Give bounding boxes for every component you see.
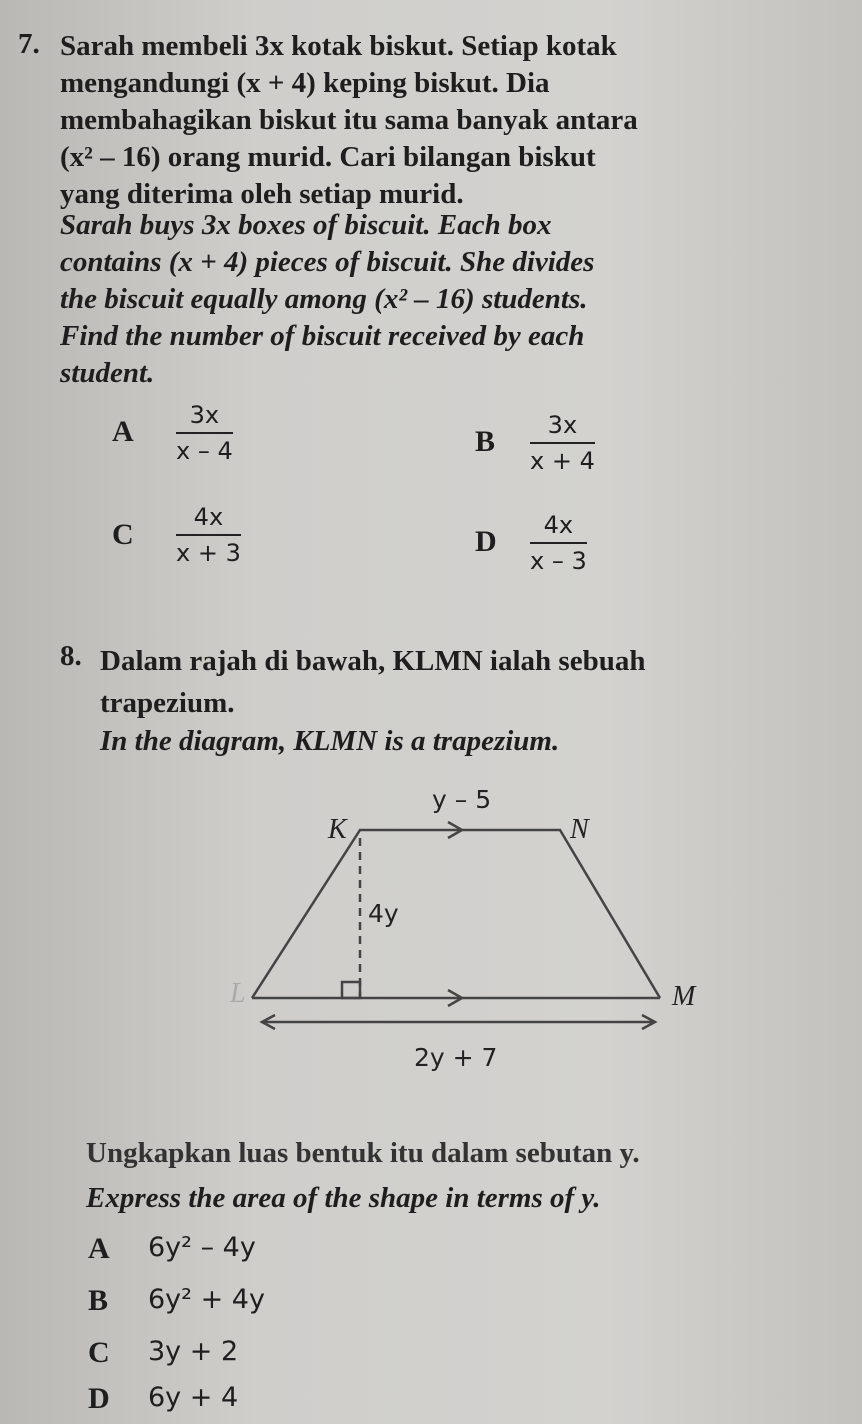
line: mengandungi (x + 4) keping biskut. Dia [60, 67, 550, 99]
label-n: N [570, 814, 589, 845]
label-top: y – 5 [432, 785, 492, 814]
q8-option-c[interactable]: 3y + 2 [148, 1336, 239, 1367]
q8-english: In the diagram, KLMN is a trapezium. [100, 725, 560, 757]
q7-option-a-letter[interactable]: A [112, 415, 134, 448]
q8-number: 8. [60, 640, 82, 672]
q8-option-d-letter[interactable]: D [88, 1382, 110, 1415]
q8-option-b[interactable]: 6y² + 4y [148, 1284, 265, 1315]
line: Find the number of biscuit received by each [60, 320, 585, 352]
denominator: x + 4 [530, 447, 595, 475]
line: Sarah membeli 3x kotak biskut. Setiap kotak [60, 30, 617, 62]
q8-prompt-malay: Ungkapkan luas bentuk itu dalam sebutan y. [86, 1137, 640, 1169]
numerator: 3x [530, 408, 595, 444]
numerator: 4x [176, 500, 241, 536]
line: contains (x + 4) pieces of biscuit. She divides [60, 246, 595, 278]
q7-option-b-letter[interactable]: B [475, 425, 496, 458]
q7-option-d-letter[interactable]: D [475, 525, 497, 558]
line: trapezium. [100, 687, 235, 719]
q8-prompt-english: Express the area of the shape in terms of y. [86, 1182, 601, 1214]
right-angle-mark [342, 982, 360, 998]
q8-option-b-letter[interactable]: B [88, 1284, 109, 1317]
trapezium-sides [252, 830, 660, 998]
line: Dalam rajah di bawah, KLMN ialah sebuah [100, 645, 646, 677]
denominator: x – 3 [530, 547, 587, 575]
line: membahagikan biskut itu sama banyak antara [60, 104, 638, 136]
numerator: 4x [530, 508, 587, 544]
label-l: L [230, 978, 246, 1009]
label-height: 4y [368, 899, 399, 928]
line: student. [60, 357, 155, 389]
denominator: x + 3 [176, 539, 241, 567]
label-bottom: 2y + 7 [414, 1043, 498, 1072]
line: Sarah buys 3x boxes of biscuit. Each box [60, 209, 552, 241]
q7-option-c-letter[interactable]: C [112, 518, 134, 551]
numerator: 3x [176, 398, 233, 434]
label-k: K [328, 814, 347, 845]
label-m: M [672, 981, 696, 1012]
line: the biscuit equally among (x² – 16) students. [60, 283, 588, 315]
q8-option-d[interactable]: 6y + 4 [148, 1382, 239, 1413]
line: yang diterima oleh setiap murid. [60, 178, 464, 210]
line: (x² – 16) orang murid. Cari bilangan biskut [60, 141, 596, 173]
q8-option-a[interactable]: 6y² – 4y [148, 1232, 256, 1263]
q8-option-c-letter[interactable]: C [88, 1336, 110, 1369]
q7-number: 7. [18, 28, 40, 60]
denominator: x – 4 [176, 437, 233, 465]
q8-option-a-letter[interactable]: A [88, 1232, 110, 1265]
